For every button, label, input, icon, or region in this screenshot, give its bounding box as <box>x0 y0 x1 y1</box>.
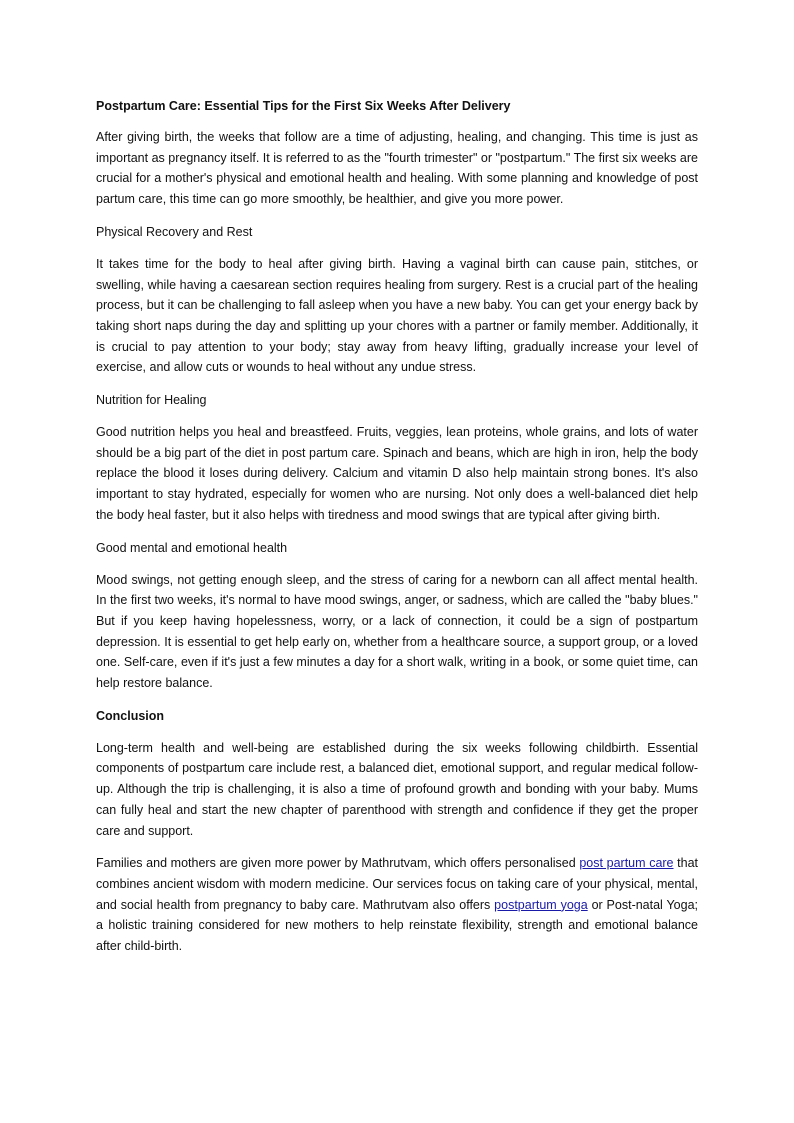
conclusion-paragraph: Long-term health and well-being are established during the six weeks following childbirth. Essential components of postpartum care include rest, a balanced diet, emotional support, and regular medical follow-up. Although the trip is challenging, it is also a time of profound growth and bonding with your baby. Mums can fully heal and start the new chapter of parenthood with strength and confidence if they get the proper care and support. <box>96 740 698 838</box>
section-heading-mental-health: Good mental and emotional health <box>96 540 288 555</box>
section-body-mental-health: Mood swings, not getting enough sleep, and the stress of caring for a newborn can all affect mental health. In the first two weeks, it's normal to have mood swings, anger, or sadness, which are called the "baby blues." But if you keep having hopelessness, worry, or a lack of connection, it could be a sign of postpartum depression. It is essential to get help early on, whether from a healthcare source, a support group, or a loved one. Self-care, even if it's just a few minutes a day for a short walk, writing in a book, or some quiet time, can help restore balance. <box>96 572 698 691</box>
intro-paragraph: After giving birth, the weeks that follow are a time of adjusting, healing, and changing. This time is just as important as pregnancy itself. It is referred to as the "fourth trimester" or "postpartum." The first six weeks are crucial for a mother's physical and emotional health and healing. With some planning and knowledge of post partum care, this time can go more smoothly, be healthier, and give you more power. <box>96 130 698 207</box>
post-partum-care-link[interactable]: post partum care <box>579 856 674 871</box>
closing-text-part3: or Post-natal Yoga; a holistic training considered for new mothers to help reinstate flexibility, strength and emotional balance after child-birth. <box>96 897 699 954</box>
page-title: Postpartum Care: Essential Tips for the First Six Weeks After Delivery <box>96 99 511 113</box>
closing-paragraph <box>96 853 698 957</box>
postpartum-yoga-link[interactable]: postpartum yoga <box>494 897 588 912</box>
conclusion-heading: Conclusion <box>96 708 165 723</box>
section-heading-nutrition: Nutrition for Healing <box>96 393 207 408</box>
section-body-physical-recovery: It takes time for the body to heal after giving birth. Having a vaginal birth can cause pain, stitches, or swelling, while having a caesarean section requires healing from surgery. Rest is a crucial part of the healing process, but it can be challenging to fall asleep when you have a new baby. You can get your energy back by taking short naps during the day and splitting up your chores with a partner or family member. Additionally, it is crucial to pay attention to your body; stay away from heavy lifting, gradually increase your level of exercise, and allow cuts or wounds to heal without any undue stress. <box>96 256 698 375</box>
section-heading-physical-recovery: Physical Recovery and Rest <box>96 224 253 239</box>
closing-text-part1: Families and mothers are given more power by Mathrutvam, which offers personalised <box>96 856 580 871</box>
closing-text-part2: that combines ancient wisdom with modern medicine. Our services focus on taking care of your physical, mental, and social health from pregnancy to baby care. Mathrutvam also offers <box>96 856 699 912</box>
section-body-nutrition: Good nutrition helps you heal and breastfeed. Fruits, veggies, lean proteins, whole grains, and lots of water should be a big part of the diet in post partum care. Spinach and beans, which are high in iron, help the body replace the blood it loses during delivery. Calcium and vitamin D also help maintain strong bones. It's also important to stay hydrated, especially for women who are nursing. Not only does a well-balanced diet help the body heal faster, but it also helps with tiredness and mood swings that are typical after giving birth. <box>96 425 698 522</box>
document-page <box>96 96 698 969</box>
